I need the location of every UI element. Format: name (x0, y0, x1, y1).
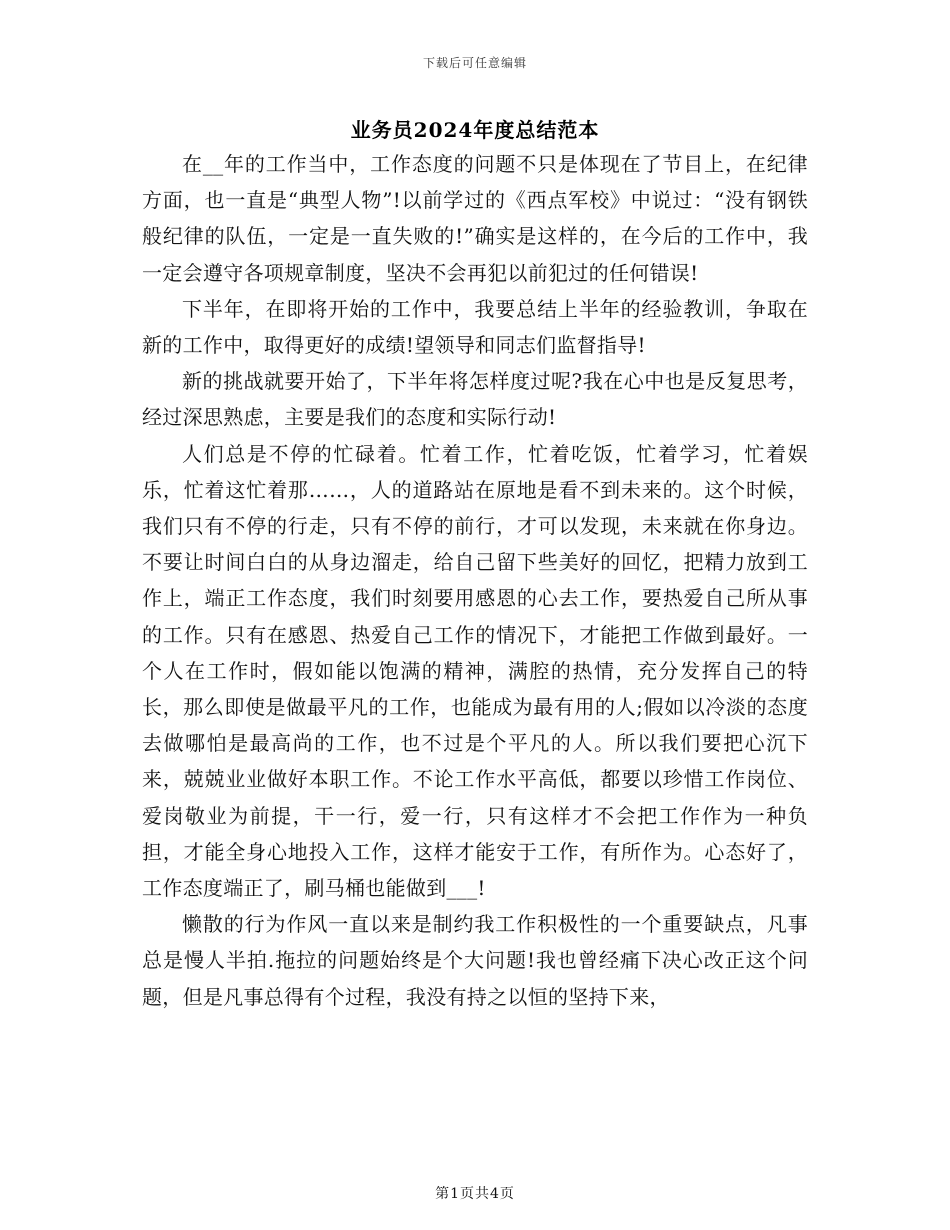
paragraph: 在__年的工作当中，工作态度的问题不只是体现在了节目上，在纪律方面，也一直是“典型人物”!以前学过的《西点军校》中说过：“没有钢铁般纪律的队伍，一定是一直失败的!”确实是这样的，在今后的工作中，我一定会遵守各项规章制度，坚决不会再犯以前犯过的任何错误! (142, 152, 808, 285)
paragraph: 下半年，在即将开始的工作中，我要总结上半年的经验教训，争取在新的工作中，取得更好的成绩!望领导和同志们监督指导! (142, 296, 808, 358)
paragraph: 懒散的行为作风一直以来是制约我工作积极性的一个重要缺点，凡事总是慢人半拍.拖拉的问题始终是个大问题!我也曾经痛下决心改正这个问题，但是凡事总得有个过程，我没有持之以恒的坚持下来， (142, 912, 808, 1009)
document-body (142, 146, 808, 1015)
header-note: 下载后可任意编辑 (422, 56, 527, 70)
page-indicator: 第1页共4页 (435, 1186, 515, 1202)
document-title: 业务员2024年度总结范本 (350, 118, 600, 142)
paragraph: 新的挑战就要开始了，下半年将怎样度过呢?我在心中也是反复思考，经过深思熟虑，主要是我们的态度和实际行动! (142, 369, 808, 430)
paragraph: 人们总是不停的忙碌着。忙着工作，忙着吃饭，忙着学习，忙着娱乐，忙着这忙着那……，人的道路站在原地是看不到未来的。这个时候，我们只有不停的行走，只有不停的前行，才可以发现，未来就在你身边。不要让时间白白的从身边溜走，给自己留下些美好的回忆，把精力放到工作上，端正工作态度，我们时刻要用感恩的心去工作，要热爱自己所从事的工作。只有在感恩、热爱自己工作的情况下，才能把工作做到最好。一个人在工作时，假如能以饱满的精神，满腔的热情，充分发挥自己的特长，那么即使是做最平凡的工作，也能成为最有用的人;假如以冷淡的态度去做哪怕是最高尚的工作，也不过是个平凡的人。所以我们要把心沉下来，兢兢业业做好本职工作。不论工作水平高低，都要以珍惜工作岗位、爱岗敬业为前提，干一行，爱一行，只有这样才不会把工作作为一种负担，才能全身心地投入工作，这样才能安于工作，有所作为。心态好了，工作态度端正了，刷马桶也能做到___! (142, 441, 808, 901)
